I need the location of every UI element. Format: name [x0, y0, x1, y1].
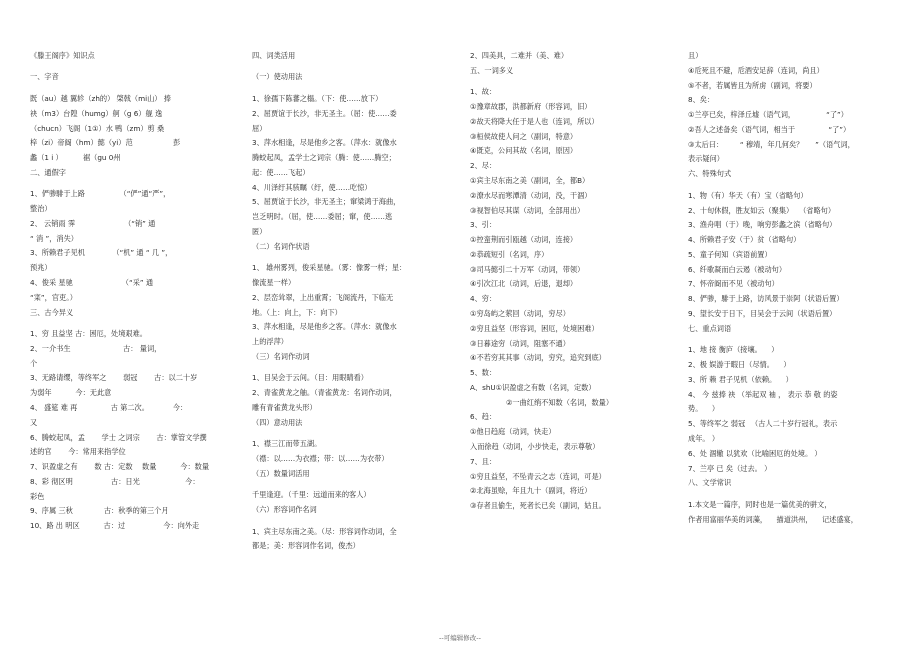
text-line: ②故天将降大任于是人也（连词，所以） — [470, 116, 599, 126]
text-line: ①穷岛屿之萦回（动词，穷尽） — [470, 308, 570, 318]
text-line: 1、物（有）华天（有）宝（省略句） — [688, 190, 808, 200]
text-line: 3、萍水相逢，尽是他乡之客。（萍水：就像水 — [252, 322, 397, 332]
text-line: 4、 盛筵 难 再 古 第二次。 今： — [30, 403, 188, 412]
text-line: 3、萍水相逢，尽是他乡之客。（萍水：就像水 — [252, 138, 397, 148]
text-line: 2、十旬休假，胜友如云（聚集） （省略句） — [688, 205, 836, 215]
text-line: ②潦水尽而寒潭清（动词，没，干涸） — [470, 190, 592, 200]
text-line: 2、屈贾谊于长沙，非无圣主。（屈：使……委 — [252, 108, 397, 118]
text-line: 2、一介书生 古： 量词， — [30, 343, 162, 353]
text-line: ②吾人之述备矣（语气词，相当于 “了”） — [688, 124, 851, 134]
text-line: 4、川泽纡其骇瞩（纡，使……吃惊） — [252, 182, 372, 192]
text-line: 上的浮萍） — [252, 337, 288, 347]
text-line: 述的官 今：常用来指学位 — [30, 447, 126, 457]
text-line: 成年。 ） — [688, 433, 720, 443]
text-line: 1、故： — [470, 87, 497, 97]
text-line: 梓（zi）帝阍（hm）懿（yi）范 彭 — [30, 138, 181, 148]
text-line: 3、所赖君子见机 （“机” 通 “ 几 ”， — [30, 248, 173, 258]
text-line: ①控蛮荆而引瓯越（动词，连接） — [470, 235, 578, 245]
text-line: 屈） — [252, 123, 267, 133]
text-line: ②恭疏短引（名词，序） — [470, 249, 549, 259]
text-line: 七、重点词语 — [688, 323, 732, 333]
column-2 — [252, 52, 457, 557]
text-line: 2、四美具，二难并（美、难） — [470, 51, 569, 60]
text-line: 势。 ） — [688, 404, 720, 414]
text-line: ④既克，公问其故（名词，原因） — [470, 146, 578, 156]
text-line: 千里逢迎。（千里：远道而来的客人） — [252, 490, 371, 500]
text-line: ②一曲红绡不知数（名词，数量） — [470, 397, 614, 407]
text-line: 7、识盈虚之有 数 古：定数 数量 今：数量 — [30, 462, 210, 472]
text-line: 1.本文是一篇序，同时也是一篇优美的骈文， — [688, 499, 832, 509]
text-line: 4、所赖君子安（于）贫（省略句） — [688, 235, 801, 245]
text-line: 6、趋： — [470, 412, 497, 422]
text-line: ④卮死且不避，卮酒安足辞（连词，尚且） — [688, 65, 824, 75]
text-line: ③桓侯故使人问之（副词，特意） — [470, 131, 578, 141]
text-line: ⑤不者，若属皆且为所虏（副词，将要） — [688, 80, 817, 90]
text-line: 9、望长安于日下，目吴会于云间（状语后置） — [688, 308, 837, 318]
text-line: 8、彩 彻区明 古：日光 今： — [30, 476, 200, 486]
text-line: 雕有青雀黄龙头形） — [252, 403, 317, 412]
text-line: 又 — [30, 417, 38, 427]
text-line: 三、古今异义 — [30, 307, 74, 317]
text-line: 彩色 — [30, 491, 45, 501]
text-line: 2、极 娱游于暇日（尽情。 ） — [688, 360, 791, 370]
text-line: ①宾主尽东南之美（副词，全，都B） — [470, 175, 590, 185]
text-line: 1、目吴会于云间。（目：用眼睛看） — [252, 373, 368, 383]
text-line: 起：使……飞起） — [252, 167, 310, 177]
text-line: A、shU①识盈虚之有数（名词，定数） — [470, 382, 596, 392]
text-line: ③存者且偷生，死者长已矣（副词，姑且。 — [470, 501, 606, 511]
text-line: 整治） — [30, 204, 52, 214]
text-line: 1、宾主尽东南之美。（尽：形容词作动词，全 — [252, 526, 397, 536]
text-line: ④不若穷其其事（动词，穷究，追究到底） — [470, 353, 606, 363]
text-line: 一、字音 — [30, 72, 59, 82]
text-line: （四）意动用法 — [252, 417, 303, 427]
text-line: ③视智伯尽其谋（动词，全部用出） — [470, 205, 585, 215]
text-line: 1、地 接 衡庐（接壤。 ） — [688, 345, 779, 355]
text-line: 7、怀帝阍而不见（被动句） — [688, 279, 779, 289]
text-line: 腾蛟起凤，孟学士之词宗（腾：使……腾空； — [252, 153, 396, 163]
text-line: 4、 今 兹捧 袂 （举起双 袖 ， 表示 恭 敬 的姿 — [688, 389, 838, 399]
text-line: （六）形容词作名词 — [252, 505, 317, 515]
text-line: ③司马懿引二十万军（动词，带领） — [470, 264, 585, 274]
text-line: 3、所 赖 君子见机（依赖。 ） — [688, 374, 793, 384]
text-line: 4、俊采 星驰 （“采” 通 — [30, 278, 154, 288]
text-line: ①兰亭已矣，梓泽丘墟（语气词， “了”） — [688, 110, 848, 120]
text-line: 5、屈贾谊于长沙，非无圣主；窜梁鸿于海曲， — [252, 197, 401, 207]
text-line: 像流星一样） — [252, 278, 296, 288]
text-line: （三）名词作动词 — [252, 351, 310, 361]
text-line: “ 消 ”，消失） — [30, 233, 78, 243]
text-line: 1、襟三江而带五湖。 — [252, 439, 322, 449]
text-line: 既（au）越 翼轸（zh的） 棨戟（mi山） 捧 — [30, 93, 171, 103]
text-line: 匿） — [252, 227, 267, 236]
column-3 — [470, 52, 675, 517]
text-line: ①他日趋庭（动词，快走） — [470, 427, 556, 437]
text-line: 4、穷： — [470, 294, 497, 304]
text-line: 1、俨骖騑于上路 （“俨”通“严”， — [30, 189, 171, 199]
text-line: （襟：以……为衣襟；带：以……为衣带） — [252, 454, 389, 464]
text-line: 五、一词多义 — [470, 65, 514, 75]
text-line: 地。（上：向上，下：向下） — [252, 307, 342, 317]
text-line: 2、层峦耸翠，上出重霄；飞阁流丹，下临无 — [252, 292, 394, 302]
text-line: 2、青雀黄龙之舳。（青雀黄龙：名词作动词， — [252, 388, 397, 398]
text-line: 八、文学常识 — [688, 478, 732, 488]
text-line: ①穷且益坚，不坠青云之志（连词，可是） — [470, 471, 606, 481]
text-line: 预兆） — [30, 263, 52, 273]
text-line: 7、兰亭 已 矣（过去。 ） — [688, 463, 772, 473]
text-line: 6、纤歌凝而白云遏（被动句） — [688, 264, 787, 274]
text-line: 四、词类活用 — [252, 51, 296, 60]
text-line: 《滕王阁序》知识点 — [30, 51, 95, 60]
column-1 — [30, 52, 230, 537]
text-line: 3、渔舟唱（于）晚，响穷彭蠡之滨（省略句） — [688, 220, 837, 230]
text-line: 9、序属 三秋 古：秋季的第三个月 — [30, 506, 169, 516]
text-line: 5、等终军之 弱冠 （古人二十岁行冠礼，表示 — [688, 419, 838, 429]
text-line: 8、矣： — [688, 95, 715, 105]
text-line: 且） — [688, 51, 703, 60]
text-line: （二）名词作状语 — [252, 241, 310, 251]
text-line: 5、童子何知（宾语前置） — [688, 249, 772, 259]
text-line: ②穷且益坚（形容词，困厄，处境困难） — [470, 323, 599, 333]
text-line: （五）数量词活用 — [252, 468, 310, 478]
text-line: 表示疑问） — [688, 154, 724, 164]
text-line: 入而徐趋（动词，小步快走，表示尊敬） — [470, 442, 600, 452]
text-line: （chucn）飞阁（1①）水 鸭（zm）剪 桑 — [30, 123, 165, 133]
text-line: 10、路 出 明区 古：过 今：向外走 — [30, 521, 200, 531]
page-footer: --可编辑修改-- — [439, 634, 481, 642]
text-line: ②北海虽赊，年且九十（副词，将近） — [470, 486, 592, 496]
text-line: 7、且： — [470, 456, 497, 466]
text-line: 2、 云销雨 霁 （“销” 通 — [30, 218, 156, 228]
text-line: ①豫章故郡，洪都新府（形容词，旧） — [470, 102, 592, 112]
text-line: 3、引： — [470, 220, 497, 230]
text-line: 2、尽： — [470, 161, 497, 171]
text-line: 8、俨骖，騑于上路，访风景于崇阿（状语后置） — [688, 294, 844, 304]
text-line: 作者用富丽华美的词藻， 描道洪州， 记述盛宴， — [688, 514, 858, 524]
text-line: “寀”，官吏。） — [30, 292, 77, 302]
text-line: （一）使动用法 — [252, 72, 303, 82]
text-line: 3、无路请缨，等终军之 弱冠 古：以二十岁 — [30, 373, 198, 383]
text-line: 6、腾蛟起凤，孟 学士 之词宗 古：掌管文学撰 — [30, 432, 207, 442]
text-line: 5、数： — [470, 368, 497, 378]
text-line: 蠡（1 i ） 裾（gu 0州 — [30, 153, 121, 163]
text-line: 1、徐孺下陈蕃之榻。（下：使……放下） — [252, 93, 383, 103]
text-line: 六、特殊句式 — [688, 169, 732, 179]
text-line: 都是；美：形容词作名词，俊杰） — [252, 541, 360, 551]
text-line: 6、处 涸辙 以犹欢（比喻困厄的处境。 ） — [688, 448, 822, 458]
text-line: 岂乏明时。（屈，使……委屈；窜，使……逃 — [252, 212, 393, 222]
column-4 — [688, 52, 888, 530]
text-line: 1、穷 且益坚 古：困厄，处境艰难。 — [30, 329, 147, 339]
text-line: ④引次江北（动词，后退，退却） — [470, 279, 578, 289]
text-line: 二、通假字 — [30, 167, 66, 177]
text-line: 1、 雄州雾列，俊采星驰。（雾：像雾一样；星： — [252, 263, 407, 273]
text-line: 袂（m3）台隍（humg）舸（g 6）舰 逸 — [30, 108, 163, 118]
text-line: 为弱年 今：无此意 — [30, 388, 112, 398]
text-line: ③日暮途穷（动词，阻塞不通） — [470, 338, 570, 348]
text-line: ③太后曰： “ 穆靖，年几何矣？ ”（语气词， — [688, 139, 855, 149]
text-line: 个 — [30, 358, 38, 368]
